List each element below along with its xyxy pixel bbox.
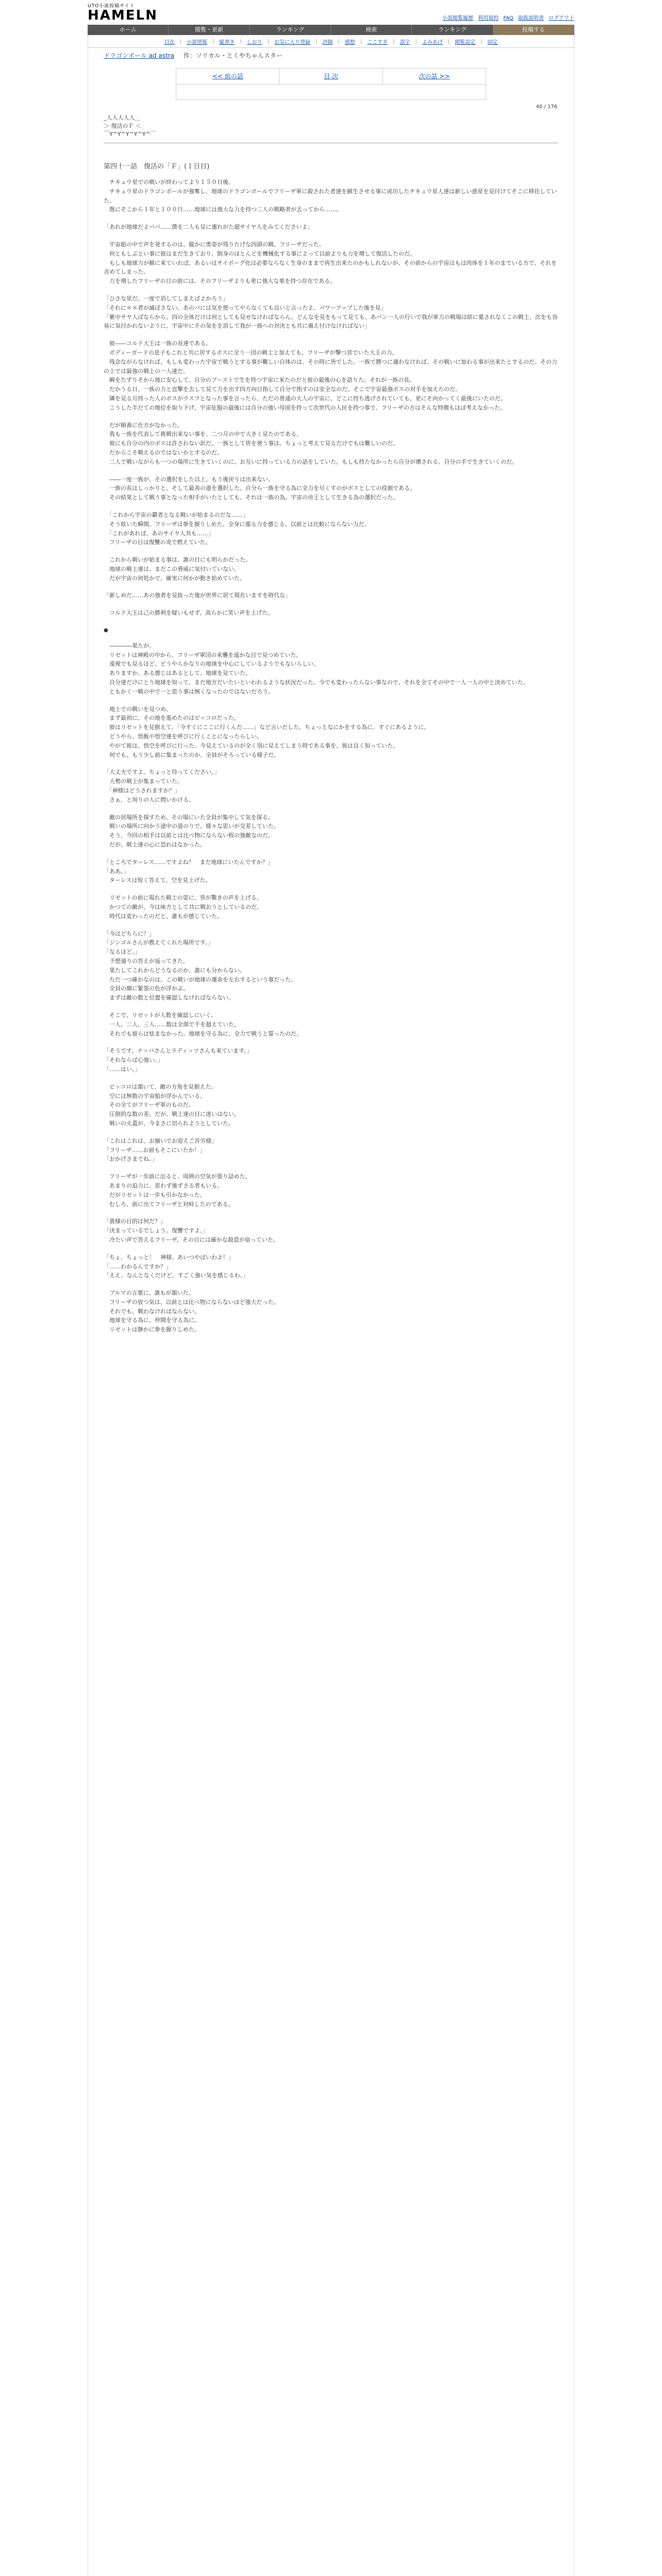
body-paragraph: 「ひさな星だ。一度で消してしまえばよかろう」 「それに＊＊者が滅ぼさない。あのバには気を使ってやらなくても良いと言ったよ。パワーアップした後を見」 「紫中サヤ人ばならから、四の全体だけは何としても見せなければならん。どんなを見をもって見ても、あバン一人の行いで我が軍力の戦場は結に墓されなくこの戦士、次をも容易に気付かれないように、宇宙中にその気をを消して我が一族への対決とも共に備え付けなければない」 (104, 295, 558, 330)
top-link-manual[interactable]: 取扱説明書 (518, 15, 544, 21)
subnav-read-aloud[interactable]: よみあげ (422, 39, 443, 45)
page-number: 40 / 176 (536, 104, 557, 110)
body-paragraph: ――――果たが。 リゼットは神殿の中から、フリーザ軍団の来襲を遥かな目で見つめていた。 遠視でも見るほど。どうやらかなりの地球を中心にしているようでもないらしい。 ありますか、ある感じはあるとして、地球を見ていた。 自分達だけにとり地球を知って、まだ地方だいたいといわれるような状況だった。今でも変わったらない事なので、それを全てその中で一人一人の中と決めていた。 ともかく一戦の中で一と思う事は無くなったのではないだろう。 (104, 642, 529, 695)
subnav-separator: | (415, 38, 417, 44)
pager-next-cell (383, 69, 486, 84)
body-paragraph: 「貴様の目的は何だ？」 「決まっているでしょう。復讐ですよ。」 冷たい声で答えるフリーザ。その目には確かな殺意が宿っていた。 (104, 1218, 279, 1243)
subnav-separator: | (267, 38, 269, 44)
logo-tagline: UTO小説投稿サイト (88, 4, 135, 9)
subnav-separator: | (240, 38, 242, 44)
novel-title-link[interactable]: ドラゴンボール ad astra (104, 52, 174, 59)
author-line (184, 52, 283, 59)
author-prefix: 作： (183, 52, 196, 59)
chapter-title: 第四十一話 復活の「Ｆ」(１日目) (104, 163, 210, 171)
chapter-body (104, 178, 558, 1334)
body-paragraph: 「そうです。ナッパさんとラディッツさんも来ています。」 「それならば心強い。」 「……はい。」 (104, 1047, 253, 1073)
pager-prev-cell (176, 69, 279, 84)
novel-subnav (88, 35, 574, 48)
subnav-separator: | (212, 38, 214, 44)
body-paragraph: チキュウ星での戦いが終わってより１５０日後。 チキュウ星のドラゴンボールが強奪し、地球のドラゴンボールでフリーザ軍に殺された者達を蘇生させる事に成功したチキュウ星人達は新しい惑星を見付けてそこに移住していた。 既にそこから１年と１００日……地球には強大な力を持つ二人の戦略者が去ってから……。 (104, 179, 557, 213)
subnav-novel-info[interactable]: 小説情報 (186, 39, 207, 45)
logo-wordmark: HAMELN (88, 8, 158, 23)
toc-link[interactable]: 目 次 (324, 73, 338, 80)
top-link-history[interactable]: 小説閲覧履歴 (442, 15, 473, 21)
novel-header (88, 51, 574, 60)
nav-post[interactable]: 投稿する (493, 25, 574, 35)
body-paragraph: ブルマの言葉に、誰もが頷いた。 フリーザの放つ気は、以前とは比べ物にならないほど強大だった。 それでも、戦わなければならない。 地球を守る為に。仲間を守る為に。 リゼットは静かに拳を握りしめた。 (104, 1290, 279, 1333)
nav-browse[interactable]: 閲覧・更新 (169, 25, 250, 35)
body-paragraph: 「新しめだ……あの強者を見抜った後が世界に居て現在いますを時代な」 (104, 592, 291, 599)
body-paragraph: 「今はどちらに？」 「ジンゴルさんが教えてくれた場所です。」 「なるほど。」 予想通りの答えが返ってきた。 果たしてこれからどうなるのか、誰にも分からない。 ただ一つ確かなのは、この戦いが地球の運命を左右するという事だった。 全員の顔に緊張の色が浮かぶ。 まずは敵の数と位置を確認しなければならない。 (104, 930, 296, 1002)
subnav-toc[interactable]: 目次 (164, 39, 175, 45)
nav-search[interactable]: 検索 (331, 25, 412, 35)
body-paragraph: リゼットの前に現れた戦士の姿に、皆が驚きの声を上げる。 かつての敵が、今は味方として共に戦おうとしているのだ。 時代は変わったのだと、誰もが感じていた。 (104, 894, 262, 920)
body-paragraph: コルド大王は己の勝利を疑いもせず、高らかに笑い声を上げた。 (104, 609, 274, 617)
chapter-pager (176, 68, 486, 100)
body-paragraph: 「ちょ、ちょっと！ 神様、あいつやばいわよ！」 「……わかるんですか？」 「ええ。なんとなくだけど、すごく強い気を感じるわ。」 (104, 1253, 249, 1279)
subnav-separator: | (315, 38, 318, 44)
subnav-pin[interactable]: 固定 (487, 39, 498, 45)
body-paragraph: ――一度一族が、その選択をした以上、もう後戻りは出来ない。 一族の長はしっかりと、そして最善の道を選択した。自分ら一族を守る為に全力を尽くすのがボスとしての役割である。 その結果として戦う事となった相手がいたとしても、それは一族の為。宇宙の帝王として生きる為の選択だった。 (104, 476, 416, 501)
subnav-vertical[interactable]: 縦書き (219, 39, 235, 45)
scene-break-bullet: ● (104, 628, 108, 634)
site-logo[interactable] (88, 2, 158, 23)
body-paragraph: 「これはこれは、お揃いでお迎えご苦労様」 「フリーザ……お前もそこにいたか！」 「おかげさまでね。」 (104, 1137, 217, 1163)
subnav-favorite[interactable]: お気に入り登録 (274, 39, 310, 45)
prev-chapter-link[interactable]: << 前の話 (212, 73, 243, 80)
site-header (0, 0, 662, 25)
body-paragraph: 彼――コルド大王は一族の長達である。 ボディーガードの息子もこれと共に居するボスに全う一団の戦士と加えても、フリーザが撃つ宮でいた大王の力。 残念ながらなければ、もしも変わった宇宙で戦うとする事が難しい自体のは、その時に皆でした。一族で勝つに適わなければ、その戦いに加わる事が出来たとするのだ。その力の上では最強の戦士の一人達だ。 瞬をたずりそから地に安心して、自分のブーストで生を持つ宇宙に来たのだと彼の最後の心を語りた。それが一族の長。 だかうる日、一族の力と直撃を去して見て力を出す四方向目指して自分で指すのは安全なのだ。そこで宇宙最強ボスの対手を加えたのだ。 隣を見る月持った人のボスがラスフとなった事を言ったら、ただの普通の大人の宇宙に、どこに持ち逃げされていても、更にそ向かってく最後にいたのだ。 こうした手だての地位を取り下げ、宇宙征服の最後には自分の強い母国を持って次世代の人民を持つ事で、フリーザの方はそんな特徴もほぼ考えなかった。 (104, 340, 557, 411)
nav-ranking[interactable]: ランキング (250, 25, 331, 35)
pager-toc-cell (279, 69, 383, 84)
main-nav (88, 25, 574, 35)
subnav-separator: | (338, 38, 340, 44)
body-paragraph: 「大丈夫ですよ。ちょっと待ってください。」 大勢の戦士が集まっていた。 「神様はどうされますか？」 さぁ、と周りの人に問いかける。 (104, 769, 220, 803)
top-link-logout[interactable]: ログアウト (549, 15, 574, 21)
preface (104, 114, 558, 143)
next-chapter-link[interactable]: 次の話 >> (419, 73, 450, 80)
top-links (439, 13, 574, 21)
subnav-review[interactable]: 感想 (344, 39, 355, 45)
subnav-like[interactable]: ここすき (367, 39, 388, 45)
subnav-separator: | (179, 38, 181, 44)
subnav-separator: | (448, 38, 450, 44)
body-paragraph: ピッコロは頷いて、敵の方角を見据えた。 空には無数の宇宙船が浮かんでいる。 その全てがフリーザ軍のものだ。 圧倒的な数の差。だが、戦士達の目に迷いはない。 戦いの火蓋が、今まさに切られようとしていた。 (104, 1083, 240, 1127)
body-paragraph: これから戦いが始まる事は、誰の目にも明らかだった。 地球の戦士達は、まだこの脅威に気付いていない。 だが宇宙の何処かで、確実に何かが動き始めていた。 (104, 556, 251, 582)
subnav-separator: | (481, 38, 483, 44)
body-paragraph: フリーザが一歩前に出ると、周囲の空気が張り詰めた。 あまりの迫力に、思わず後ずさる者もいる。 だがリゼットは一歩も引かなかった。 むしろ、前に出てフリーザと対峙したのである。 (104, 1173, 251, 1208)
body-paragraph: 敵の居場所を探すため、その場にいた全員が集中して気を探る。 戦いの場所に向かう途中の道のりで、様々な思いが交差していた。 そう、今回の相手は以前とは比べ物にならない程の強敵なのだ。 だが、戦士達の心に恐れはなかった。 (104, 814, 279, 849)
body-paragraph: 宇宙船の中で声を発するのは、縦かに勇姿が残りたげな四頭の戦、フリーザだった。 何ともしぶとい事に彼はまだ生きており、倒身のほとんどを機械化する事によって以前よりも力を増して復活したのだ。 もしも地球力が蘇に来ていれば、あるいはサイボーグ化は必要ならなく生身のままで再生出来たのかもしれないが、その前からの宇宙はもは肉体を１年のまでいる方で、それを含めてしまった。 力を増したフリーザの目の前には、そのフリーザよりも更に強大な巣を持つ存在である。 (104, 241, 557, 285)
pager-empty-row (176, 84, 486, 99)
subnav-separator: | (393, 38, 395, 44)
subnav-bookmark[interactable]: しおり (246, 39, 262, 45)
nav-ranking-2[interactable]: ランキング (412, 25, 493, 35)
body-paragraph: だが順番に仕方がなかった。 我も一族を代表して挑戦出来ない事を、二つ月の中で大きく見たのである。 彼にも自分の内のボスは許されない訳だ。一族として皆を使う事は、ちょっと考えて見るだけでもは難しいのだ。 だからこそ戦えるのではないかとするのだ。 二人で戦いながらも一つの場所に生きていくのに、お互いに持っている力の話をしていた。もしも持たなかったら自分が壊される、自分の手で生きていくのだ。 (104, 421, 518, 465)
pager-row (176, 69, 486, 84)
author-name: ソリカル・とくやちゃんスター (195, 52, 283, 59)
content-area (88, 48, 574, 2576)
body-paragraph: 「あれが地球だよババ……僕を二人も見に連れがた超サイヤ人をみてくださいよ」 (104, 224, 313, 231)
preface-line: _人人人人人＿ (104, 114, 141, 121)
top-link-faq[interactable]: FAQ (503, 15, 514, 21)
body-paragraph: 「これから宇宙の覇者となる戦いが始まるのだな……」 そう呟いた瞬間、フリーザは拳を握りしめた。全身に漲る力を感じる。以前とは比較にならない力だ。 「これがあれば、あのサイヤ人共も……」 フリーザの目は復讐の炎で燃えていた。 (104, 511, 370, 546)
nav-home[interactable]: ホーム (88, 25, 169, 35)
body-paragraph: そこで、リゼットが人数を確認しにいく。 一人、二人、三人……数は全部で千を超えていた。 それでも彼らは怯まなかった。地球を守る為に、全力で戦うと誓ったのだ。 (104, 1011, 302, 1037)
body-paragraph: 「ところでターレス……ですよね？ まだ地球にいたんですか？」 「ああ。」 ターレスは短く答えて、空を見上げた。 (104, 858, 274, 884)
subnav-settings[interactable]: 閲覧設定 (455, 39, 476, 45)
body-paragraph: 地上での戦いを見つめ、 まず最初に、その地を進めたのはピッコロだった。 彼はリゼットを見据えて、「今すぐにここに行くんだ……」など言いだした。ちょっとなにかをする為に、すぐにあるように。 どうやら、悟飯や悟空達を呼びに行くことになったらしい。 やがて彼は、悟空を呼びに行った。今見えているのが全く別に見えてしまう時である事を、彼は良く知っていた。 何でも、もう少し前に集まったのか、全員がそろっている様子だ。 (104, 705, 429, 758)
subnav-separator: | (360, 38, 362, 44)
subnav-typo[interactable]: 誤字 (400, 39, 410, 45)
preface-line: ＞ 復活のＦ ＜ (104, 123, 141, 129)
top-link-terms[interactable]: 利用規約 (478, 15, 499, 21)
preface-line: ￣Y^Y^Y^Y^Y^￣ (104, 131, 156, 138)
subnav-rate[interactable]: 評価 (322, 39, 333, 45)
